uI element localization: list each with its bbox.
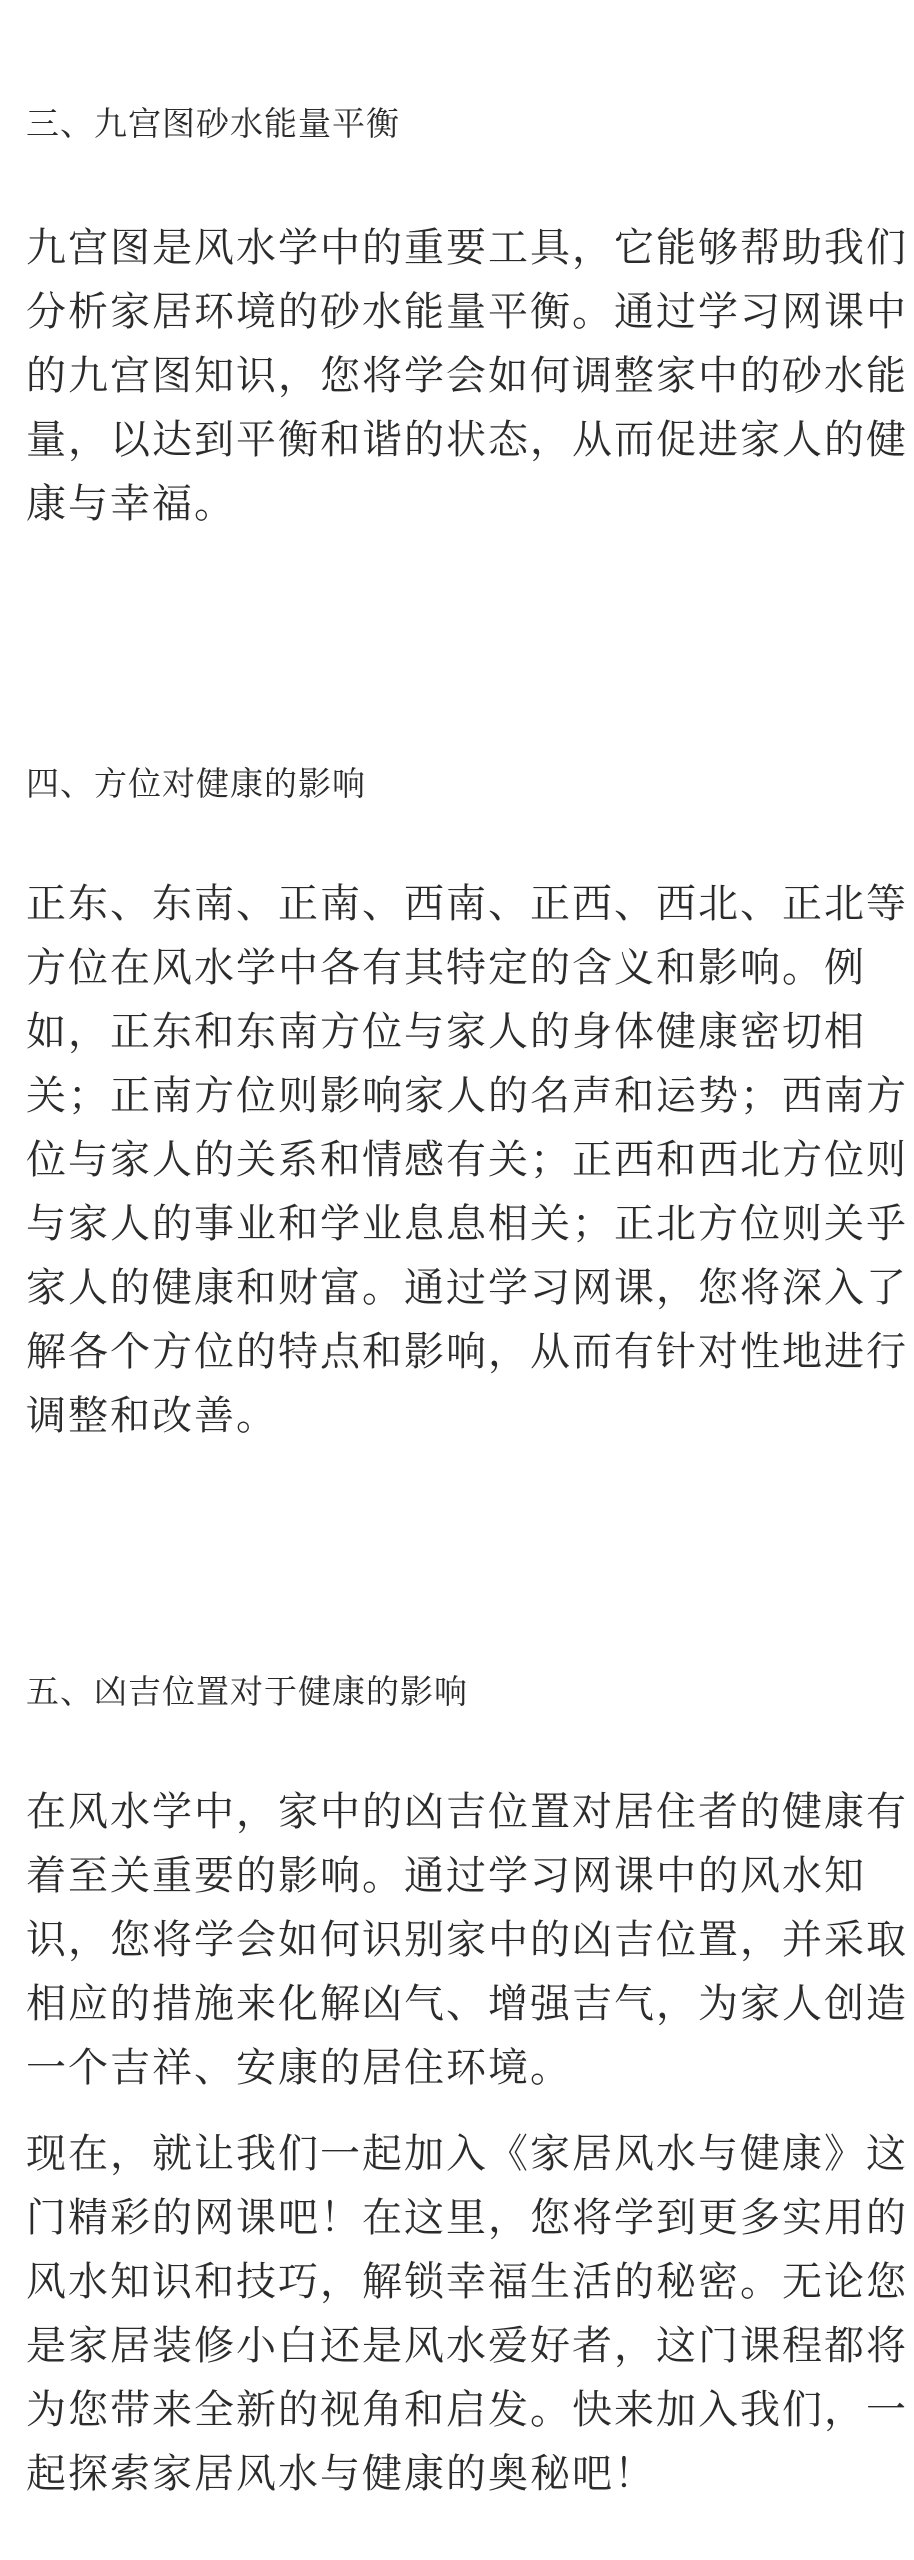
section-heading-3: 三、九宫图砂水能量平衡 [26,104,400,143]
paragraph-line: 量，以达到平衡和谐的状态，从而促进家人的健 [26,417,908,463]
paragraph-line: 现在，就让我们一起加入《家居风水与健康》这 [26,2131,908,2177]
paragraph-line: 位与家人的关系和情感有关；正西和西北方位则 [26,1137,908,1183]
paragraph-line: 门精彩的网课吧！在这里，您将学到更多实用的 [26,2195,908,2241]
paragraph-line: 家人的健康和财富。通过学习网课，您将深入了 [26,1265,908,1311]
paragraph-line: 解各个方位的特点和影响，从而有针对性地进行 [26,1329,908,1375]
paragraph-line: 是家居装修小白还是风水爱好者，这门课程都将 [26,2323,908,2369]
closing-paragraph [26,2122,908,2506]
paragraph-line: 如，正东和东南方位与家人的身体健康密切相 [26,1009,866,1055]
paragraph-line: 相应的措施来化解凶气、增强吉气，为家人创造 [26,1981,908,2027]
paragraph-line: 调整和改善。 [26,1393,278,1439]
section-heading-5: 五、凶吉位置对于健康的影响 [26,1672,468,1711]
paragraph-line: 一个吉祥、安康的居住环境。 [26,2045,572,2091]
paragraph-line: 风水知识和技巧，解锁幸福生活的秘密。无论您 [26,2259,908,2305]
section-paragraph-5 [26,1780,908,2100]
paragraph-line: 着至关重要的影响。通过学习网课中的风水知 [26,1853,866,1899]
paragraph-line: 与家人的事业和学业息息相关；正北方位则关乎 [26,1201,908,1247]
paragraph-line: 康与幸福。 [26,481,236,527]
paragraph-line: 九宫图是风水学中的重要工具，它能够帮助我们 [26,225,908,271]
paragraph-line: 关；正南方位则影响家人的名声和运势；西南方 [26,1073,908,1119]
section-paragraph-3 [26,216,908,536]
section-paragraph-4 [26,872,908,1448]
paragraph-line: 在风水学中，家中的凶吉位置对居住者的健康有 [26,1789,908,1835]
paragraph-line: 分析家居环境的砂水能量平衡。通过学习网课中 [26,289,908,335]
paragraph-line: 的九宫图知识，您将学会如何调整家中的砂水能 [26,353,908,399]
paragraph-line: 为您带来全新的视角和启发。快来加入我们，一 [26,2387,908,2433]
paragraph-line: 起探索家居风水与健康的奥秘吧！ [26,2451,656,2497]
paragraph-line: 正东、东南、正南、西南、正西、西北、正北等 [26,881,908,927]
paragraph-line: 识，您将学会如何识别家中的凶吉位置，并采取 [26,1917,908,1963]
paragraph-line: 方位在风水学中各有其特定的含义和影响。例 [26,945,866,991]
section-heading-4: 四、方位对健康的影响 [26,764,366,803]
